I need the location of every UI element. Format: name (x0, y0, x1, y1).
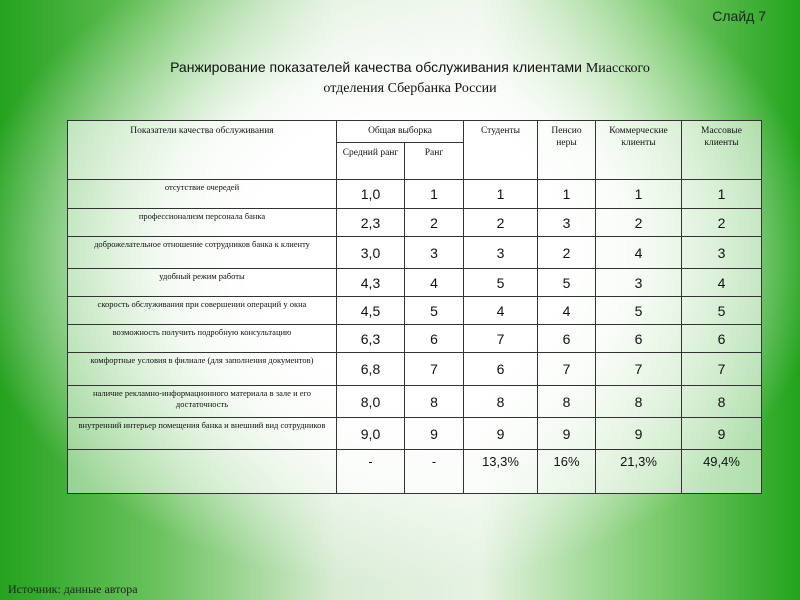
value-cell-commercial: 7 (596, 353, 682, 386)
value-cell-mass: 5 (682, 297, 762, 325)
value-cell-mass: 1 (682, 180, 762, 209)
value-cell-mass: 9 (682, 418, 762, 450)
value-cell-commercial: 5 (596, 297, 682, 325)
indicator-cell: профессионализм персонала банка (68, 209, 337, 237)
title-line2: отделения Сбербанка России (323, 81, 497, 96)
value-cell-avg: 1,0 (337, 180, 405, 209)
value-cell-rank: 8 (405, 386, 464, 418)
value-cell-avg: 6,8 (337, 353, 405, 386)
indicator-cell: внутренний интерьер помещения банка и внешний вид сотрудников (68, 418, 337, 450)
indicator-cell: удобный режим работы (68, 269, 337, 297)
table-row (68, 237, 762, 269)
table-body (68, 180, 762, 494)
value-cell-pensioners: 2 (538, 237, 596, 269)
value-cell-pensioners: 1 (538, 180, 596, 209)
title-line1-part2: Миасского (585, 61, 650, 76)
indicator-cell: наличие рекламно-информационного материала в зале и его достаточность (68, 386, 337, 418)
value-cell-avg: 8,0 (337, 386, 405, 418)
header-pensioners: Пенсио неры (538, 121, 596, 180)
summary-cell-mass: 49,4% (682, 450, 762, 494)
value-cell-avg: 6,3 (337, 325, 405, 353)
value-cell-rank: 6 (405, 325, 464, 353)
value-cell-rank: 2 (405, 209, 464, 237)
value-cell-commercial: 4 (596, 237, 682, 269)
value-cell-mass: 3 (682, 237, 762, 269)
value-cell-students: 5 (464, 269, 538, 297)
header-avg-rank: Средний ранг (337, 143, 405, 180)
value-cell-pensioners: 4 (538, 297, 596, 325)
indicator-cell: скорость обслуживания при совершении операций у окна (68, 297, 337, 325)
value-cell-rank: 1 (405, 180, 464, 209)
slide-number: Слайд 7 (712, 8, 766, 24)
value-cell-mass: 6 (682, 325, 762, 353)
summary-row (68, 450, 762, 494)
table-row (68, 180, 762, 209)
ranking-table (67, 120, 762, 494)
indicator-cell: отсутствие очередей (68, 180, 337, 209)
summary-cell-commercial: 21,3% (596, 450, 682, 494)
value-cell-students: 7 (464, 325, 538, 353)
value-cell-rank: 3 (405, 237, 464, 269)
value-cell-pensioners: 7 (538, 353, 596, 386)
value-cell-commercial: 8 (596, 386, 682, 418)
indicator-cell: комфортные условия в филиале (для заполнения документов) (68, 353, 337, 386)
summary-cell-avg: - (337, 450, 405, 494)
table-row (68, 269, 762, 297)
title-line1-part1: Ранжирование показателей качества обслуживания клиентами (170, 59, 582, 75)
header-mass: Массовые клиенты (682, 121, 762, 180)
header-indicator: Показатели качества обслуживания (68, 121, 337, 180)
table-row (68, 418, 762, 450)
table-row (68, 297, 762, 325)
header-commercial: Коммерческие клиенты (596, 121, 682, 180)
source-note: Источник: данные автора (8, 582, 138, 596)
value-cell-pensioners: 8 (538, 386, 596, 418)
value-cell-commercial: 3 (596, 269, 682, 297)
value-cell-mass: 4 (682, 269, 762, 297)
value-cell-mass: 7 (682, 353, 762, 386)
indicator-cell: возможность получить подробную консультацию (68, 325, 337, 353)
value-cell-avg: 3,0 (337, 237, 405, 269)
value-cell-commercial: 2 (596, 209, 682, 237)
value-cell-avg: 4,3 (337, 269, 405, 297)
value-cell-rank: 7 (405, 353, 464, 386)
value-cell-students: 9 (464, 418, 538, 450)
header-overall: Общая выборка (337, 121, 464, 143)
table-row (68, 209, 762, 237)
value-cell-students: 1 (464, 180, 538, 209)
value-cell-students: 2 (464, 209, 538, 237)
slide-title (130, 58, 690, 98)
summary-cell-rank: - (405, 450, 464, 494)
value-cell-commercial: 6 (596, 325, 682, 353)
table-row (68, 353, 762, 386)
value-cell-avg: 2,3 (337, 209, 405, 237)
table-row (68, 386, 762, 418)
value-cell-mass: 8 (682, 386, 762, 418)
value-cell-pensioners: 5 (538, 269, 596, 297)
summary-cell-students: 13,3% (464, 450, 538, 494)
value-cell-mass: 2 (682, 209, 762, 237)
value-cell-pensioners: 9 (538, 418, 596, 450)
value-cell-avg: 9,0 (337, 418, 405, 450)
value-cell-avg: 4,5 (337, 297, 405, 325)
value-cell-pensioners: 6 (538, 325, 596, 353)
value-cell-students: 4 (464, 297, 538, 325)
summary-cell-pensioners: 16% (538, 450, 596, 494)
value-cell-students: 8 (464, 386, 538, 418)
value-cell-rank: 9 (405, 418, 464, 450)
value-cell-students: 3 (464, 237, 538, 269)
value-cell-students: 6 (464, 353, 538, 386)
ranking-table-container (67, 120, 762, 494)
value-cell-commercial: 1 (596, 180, 682, 209)
value-cell-commercial: 9 (596, 418, 682, 450)
table-row (68, 325, 762, 353)
header-students: Студенты (464, 121, 538, 180)
value-cell-rank: 4 (405, 269, 464, 297)
summary-label-cell (68, 450, 337, 494)
header-rank: Ранг (405, 143, 464, 180)
value-cell-rank: 5 (405, 297, 464, 325)
indicator-cell: доброжелательное отношение сотрудников банка к клиенту (68, 237, 337, 269)
value-cell-pensioners: 3 (538, 209, 596, 237)
